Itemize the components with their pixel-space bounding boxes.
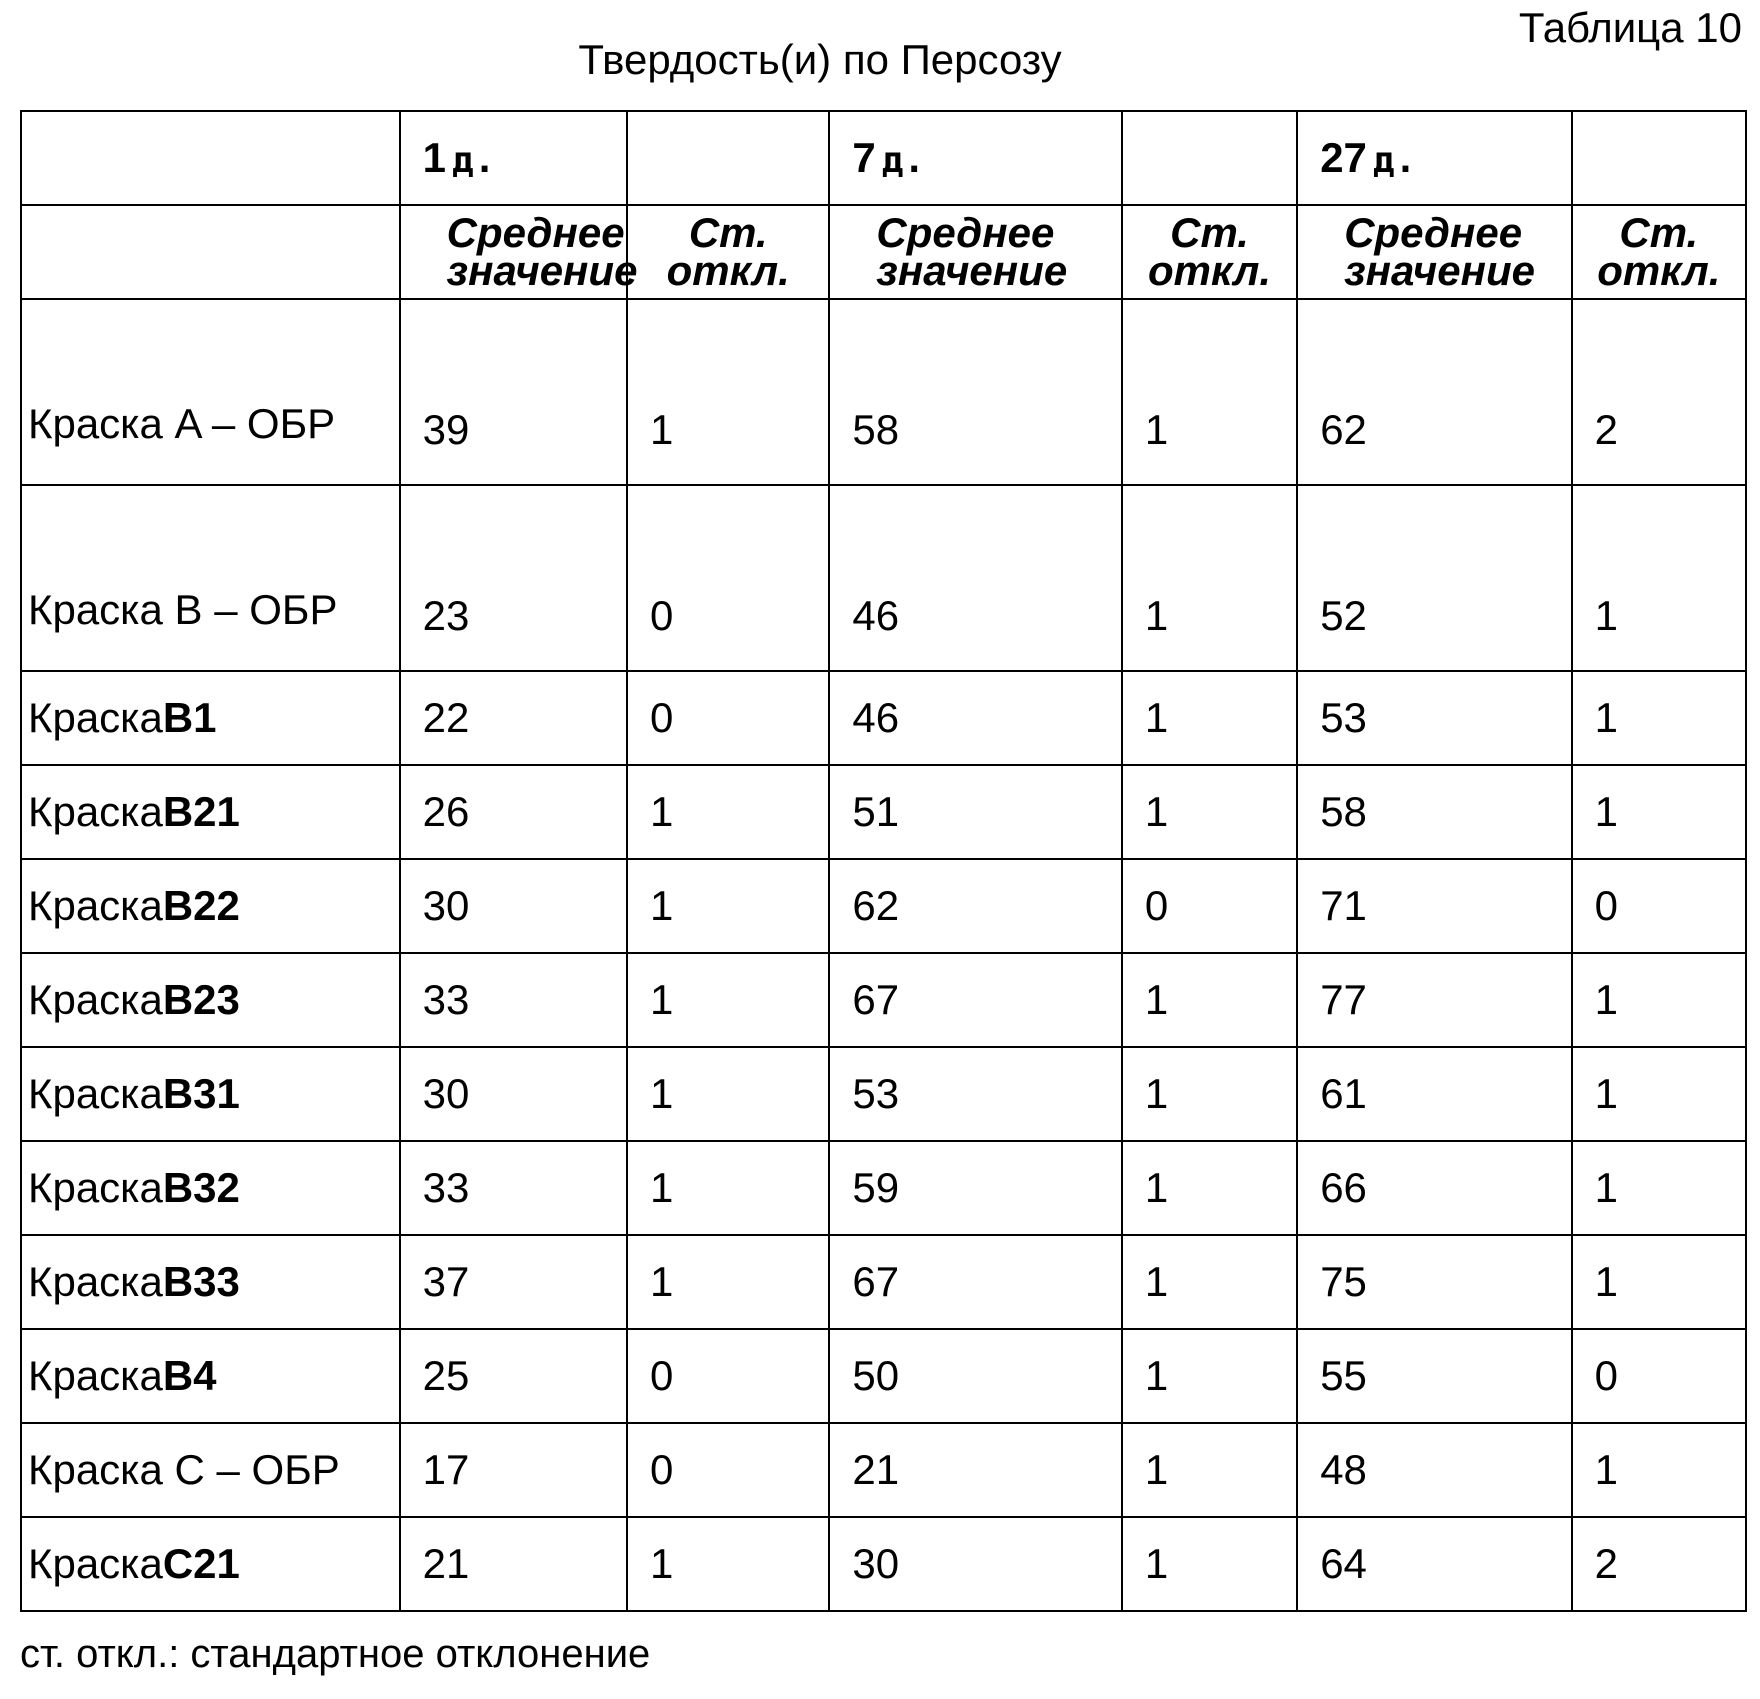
header-row-stats [21,205,1746,299]
row-label [21,485,400,671]
cell-sd-day-27: 1 [1572,1141,1746,1235]
cell-mean-day-7: 67 [829,953,1122,1047]
cell-sd-day-1: 1 [627,765,829,859]
table-row [21,1517,1746,1611]
cell-mean-day-1: 33 [400,1141,627,1235]
day-unit: д. [1372,140,1417,181]
cell-sd-day-1: 0 [627,1423,829,1517]
cell-mean-day-7: 51 [829,765,1122,859]
paint-name: Краска [28,694,163,741]
cell-mean-day-27: 62 [1297,299,1571,485]
day-number: 7 [852,134,876,181]
cell-mean-day-27: 55 [1297,1329,1571,1423]
header-row-days [21,111,1746,205]
header-corner-cell [21,205,400,299]
cell-mean-day-7: 62 [829,859,1122,953]
cell-mean-day-1: 17 [400,1423,627,1517]
cell-mean-day-27: 77 [1297,953,1571,1047]
table-row [21,765,1746,859]
header-mean-day-27: Среднее значение [1297,205,1571,299]
cell-sd-day-7: 1 [1122,1423,1297,1517]
cell-sd-day-1: 1 [627,299,829,485]
header-mean-day-1: Среднее значение [400,205,627,299]
header-corner-cell [21,111,400,205]
table-row [21,859,1746,953]
row-label [21,299,400,485]
cell-mean-day-27: 48 [1297,1423,1571,1517]
cell-sd-day-1: 1 [627,1141,829,1235]
cell-sd-day-7: 1 [1122,1235,1297,1329]
cell-mean-day-7: 53 [829,1047,1122,1141]
row-label [21,1047,400,1141]
row-label [21,1423,400,1517]
paint-name: Краска [28,788,163,835]
cell-sd-day-27: 2 [1572,1517,1746,1611]
cell-mean-day-1: 23 [400,485,627,671]
cell-mean-day-1: 22 [400,671,627,765]
paint-code: B1 [162,694,217,741]
cell-mean-day-1: 25 [400,1329,627,1423]
paint-name: Краска [28,1164,163,1211]
cell-mean-day-27: 53 [1297,671,1571,765]
cell-sd-day-1: 1 [627,1517,829,1611]
cell-mean-day-7: 67 [829,1235,1122,1329]
cell-sd-day-7: 1 [1122,765,1297,859]
paint-name: Краска [28,1070,163,1117]
day-unit: д. [452,140,496,181]
paint-name: Краска [28,1540,163,1587]
cell-mean-day-7: 46 [829,671,1122,765]
cell-sd-day-7: 1 [1122,1517,1297,1611]
table-number-label: Таблица 10 [1518,4,1742,51]
day-unit: д. [881,140,926,181]
cell-sd-day-7: 1 [1122,1047,1297,1141]
cell-sd-day-1: 0 [627,1329,829,1423]
cell-sd-day-7: 1 [1122,671,1297,765]
cell-sd-day-27: 1 [1572,1047,1746,1141]
header-day-7 [829,111,1122,205]
cell-mean-day-7: 21 [829,1423,1122,1517]
cell-sd-day-27: 1 [1572,1235,1746,1329]
cell-sd-day-1: 0 [627,485,829,671]
cell-mean-day-7: 46 [829,485,1122,671]
cell-mean-day-7: 50 [829,1329,1122,1423]
cell-mean-day-7: 59 [829,1141,1122,1235]
table-row [21,1141,1746,1235]
cell-sd-day-27: 0 [1572,859,1746,953]
cell-mean-day-27: 75 [1297,1235,1571,1329]
paint-name: Краска [28,1258,163,1305]
cell-sd-day-7: 1 [1122,1329,1297,1423]
cell-mean-day-1: 37 [400,1235,627,1329]
paint-name: Краска C – ОБР [28,1446,340,1493]
cell-mean-day-1: 30 [400,859,627,953]
table-row [21,953,1746,1047]
cell-sd-day-27: 1 [1572,671,1746,765]
cell-sd-day-1: 0 [627,671,829,765]
row-label [21,859,400,953]
header-sd-day-7: Ст. откл. [1122,205,1297,299]
cell-sd-day-1: 1 [627,1235,829,1329]
cell-mean-day-1: 30 [400,1047,627,1141]
day-number: 1 [422,134,447,181]
cell-mean-day-7: 58 [829,299,1122,485]
header-sd-day-27: Ст. откл. [1572,205,1746,299]
cell-mean-day-1: 21 [400,1517,627,1611]
cell-sd-day-1: 1 [627,859,829,953]
header-mean-day-7: Среднее значение [829,205,1122,299]
cell-sd-day-27: 1 [1572,485,1746,671]
cell-mean-day-1: 33 [400,953,627,1047]
paint-name: Краска [28,1352,163,1399]
row-label [21,1329,400,1423]
paint-name: Краска [28,882,163,929]
persoz-hardness-table [20,110,1747,1612]
header-day-27 [1297,111,1571,205]
header-empty-cell [1572,111,1746,205]
row-label [21,671,400,765]
cell-mean-day-1: 26 [400,765,627,859]
paint-code: B22 [162,882,240,929]
cell-mean-day-27: 58 [1297,765,1571,859]
cell-sd-day-27: 1 [1572,765,1746,859]
paint-code: B21 [162,788,240,835]
row-label [21,765,400,859]
footnote: ст. откл.: стандартное отклонение [20,1632,651,1676]
cell-sd-day-7: 0 [1122,859,1297,953]
day-number: 27 [1320,134,1367,181]
table-row [21,671,1746,765]
cell-sd-day-1: 1 [627,953,829,1047]
paint-code: C21 [162,1540,240,1587]
paint-code: B33 [162,1258,240,1305]
cell-sd-day-7: 1 [1122,485,1297,671]
table-row [21,299,1746,485]
paint-code: B31 [162,1070,240,1117]
table-row [21,1329,1746,1423]
row-label [21,1235,400,1329]
header-day-1 [400,111,627,205]
cell-mean-day-27: 52 [1297,485,1571,671]
cell-sd-day-7: 1 [1122,1141,1297,1235]
header-sd-day-1: Ст. откл. [627,205,829,299]
paint-name: Краска A – ОБР [28,400,336,447]
cell-sd-day-1: 1 [627,1047,829,1141]
paint-code: B32 [162,1164,240,1211]
row-label [21,1517,400,1611]
paint-code: B23 [162,976,240,1023]
cell-sd-day-7: 1 [1122,953,1297,1047]
table-title: Твердость(и) по Персозу [578,36,1062,83]
table-row [21,1047,1746,1141]
cell-mean-day-27: 64 [1297,1517,1571,1611]
cell-sd-day-7: 1 [1122,299,1297,485]
table-row [21,1235,1746,1329]
table-row [21,485,1746,671]
cell-mean-day-7: 30 [829,1517,1122,1611]
paint-code: B4 [162,1352,217,1399]
cell-mean-day-27: 61 [1297,1047,1571,1141]
cell-sd-day-27: 0 [1572,1329,1746,1423]
cell-mean-day-27: 66 [1297,1141,1571,1235]
cell-sd-day-27: 1 [1572,953,1746,1047]
header-empty-cell [627,111,829,205]
row-label [21,1141,400,1235]
paint-name: Краска [28,976,163,1023]
table-row [21,1423,1746,1517]
cell-mean-day-27: 71 [1297,859,1571,953]
cell-sd-day-27: 2 [1572,299,1746,485]
cell-sd-day-27: 1 [1572,1423,1746,1517]
paint-name: Краска B – ОБР [28,586,338,633]
row-label [21,953,400,1047]
cell-mean-day-1: 39 [400,299,627,485]
header-empty-cell [1122,111,1297,205]
